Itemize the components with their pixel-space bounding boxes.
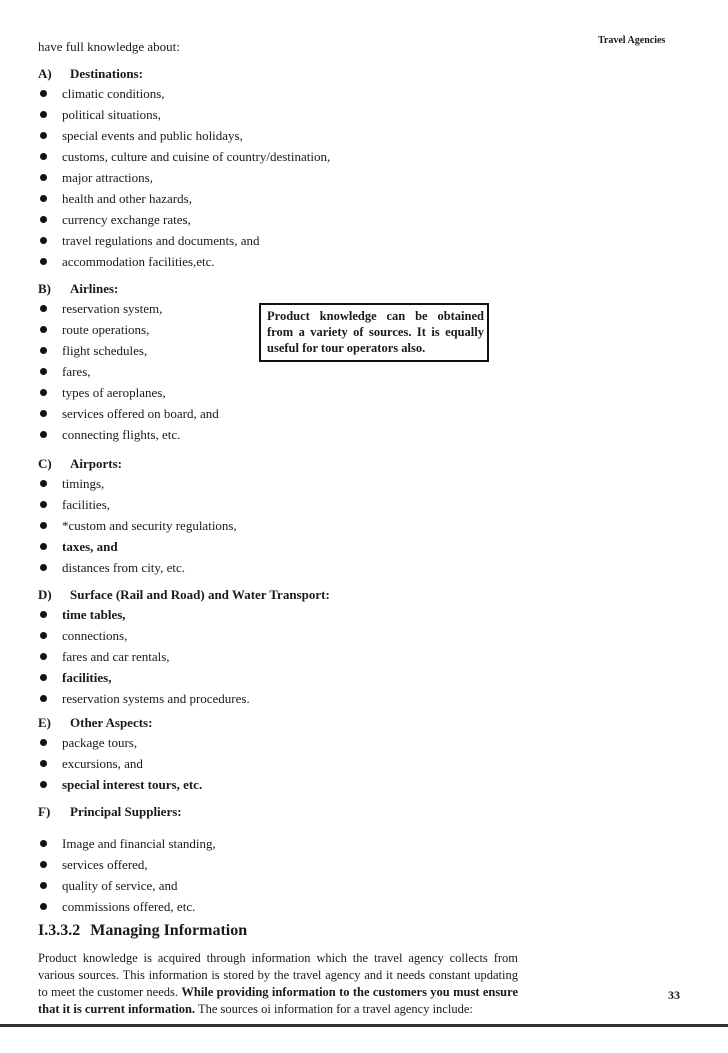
bullet-icon: [40, 410, 47, 417]
list-item: connections,: [38, 625, 330, 646]
list-item: reservation system,: [38, 298, 219, 319]
section-airlines: [38, 280, 219, 445]
list-item: reservation systems and procedures.: [38, 688, 330, 709]
list-item: services offered on board, and: [38, 403, 219, 424]
list-item: major attractions,: [38, 167, 330, 188]
list-item: special events and public holidays,: [38, 125, 330, 146]
body-paragraph: [38, 950, 518, 1018]
bullet-icon: [40, 674, 47, 681]
list-item: facilities,: [38, 667, 330, 688]
list-item: quality of service, and: [38, 875, 216, 896]
section-title: Destinations:: [70, 66, 143, 81]
bullet-icon: [40, 781, 47, 788]
list-item: *custom and security regulations,: [38, 515, 237, 536]
bullet-icon: [40, 174, 47, 181]
bullet-icon: [40, 903, 47, 910]
list-item: special interest tours, etc.: [38, 774, 202, 795]
intro-line: have full knowledge about:: [38, 39, 180, 54]
bullet-icon: [40, 347, 47, 354]
bullet-icon: [40, 431, 47, 438]
subsection-number: I.3.3.2: [38, 922, 81, 939]
section-letter: E): [38, 715, 51, 730]
bullet-icon: [40, 90, 47, 97]
paragraph-tail: The sources oi information for a travel agency include:: [197, 1002, 473, 1016]
bullet-icon: [40, 739, 47, 746]
list-item: facilities,: [38, 494, 237, 515]
bullet-icon: [40, 760, 47, 767]
list-item: commissions offered, etc.: [38, 896, 216, 917]
list-item: excursions, and: [38, 753, 202, 774]
list-item: Image and financial standing,: [38, 833, 216, 854]
bullet-icon: [40, 132, 47, 139]
list-item: travel regulations and documents, and: [38, 230, 330, 251]
bullet-icon: [40, 861, 47, 868]
list-item: accommodation facilities,etc.: [38, 251, 330, 272]
list-item: climatic conditions,: [38, 83, 330, 104]
list-item: time tables,: [38, 604, 330, 625]
section-heading: [38, 714, 202, 732]
list-item: distances from city, etc.: [38, 557, 237, 578]
section-heading: [38, 586, 330, 604]
list-item: health and other hazards,: [38, 188, 330, 209]
section-title: Principal Suppliers:: [70, 804, 182, 819]
section-letter: F): [38, 804, 51, 819]
bullet-icon: [40, 326, 47, 333]
section-heading: [38, 65, 330, 83]
list-item: currency exchange rates,: [38, 209, 330, 230]
bullet-icon: [40, 195, 47, 202]
bullet-icon: [40, 840, 47, 847]
bottom-rule: [0, 1024, 728, 1027]
list-item: fares and car rentals,: [38, 646, 330, 667]
section-title: Other Aspects:: [70, 715, 153, 730]
bullet-icon: [40, 111, 47, 118]
list-item: route operations,: [38, 319, 219, 340]
section-letter: A): [38, 66, 52, 81]
list-item: taxes, and: [38, 536, 237, 557]
section-heading: [38, 280, 219, 298]
section-airports: [38, 455, 237, 578]
list-item: flight schedules,: [38, 340, 219, 361]
bullet-icon: [40, 695, 47, 702]
paragraph-text: Product knowledge is acquired through information which the travel agency collects from various sources. This information is stored by the travel agency and it needs constant updating to meet the customer needs.: [38, 951, 518, 999]
bullet-icon: [40, 564, 47, 571]
section-title: Airlines:: [70, 281, 119, 296]
section-surface-transport: [38, 586, 330, 709]
section-title: Airports:: [70, 456, 122, 471]
bullet-icon: [40, 237, 47, 244]
bullet-icon: [40, 882, 47, 889]
section-heading: [38, 455, 237, 473]
list-item: fares,: [38, 361, 219, 382]
bullet-icon: [40, 653, 47, 660]
section-other-aspects: [38, 714, 202, 795]
bullet-icon: [40, 611, 47, 618]
section-letter: B): [38, 281, 51, 296]
bullet-icon: [40, 632, 47, 639]
section-letter: C): [38, 456, 52, 471]
bullet-icon: [40, 258, 47, 265]
bullet-icon: [40, 543, 47, 550]
list-item: services offered,: [38, 854, 216, 875]
list-item: customs, culture and cuisine of country/destination,: [38, 146, 330, 167]
list-item: connecting flights, etc.: [38, 424, 219, 445]
list-item: timings,: [38, 473, 237, 494]
section-destinations: [38, 65, 330, 272]
page-number: 33: [668, 988, 680, 1002]
section-letter: D): [38, 587, 52, 602]
paragraph-emphasis: While providing information to the customers you must ensure that it is current information.: [38, 985, 518, 1016]
section-title: Surface (Rail and Road) and Water Transport:: [70, 587, 330, 602]
bullet-icon: [40, 389, 47, 396]
subsection-title: Managing Information: [90, 922, 248, 939]
bullet-icon: [40, 522, 47, 529]
running-header: Travel Agencies: [598, 35, 666, 46]
list-item: types of aeroplanes,: [38, 382, 219, 403]
bullet-icon: [40, 153, 47, 160]
bullet-icon: [40, 368, 47, 375]
section-principal-suppliers: [38, 803, 216, 917]
list-item: political situations,: [38, 104, 330, 125]
list-item: package tours,: [38, 732, 202, 753]
bullet-icon: [40, 501, 47, 508]
bullet-icon: [40, 216, 47, 223]
callout-box: Product knowledge can be obtained from a variety of sources. It is equally useful for tour operators also.: [259, 303, 489, 362]
bullet-icon: [40, 305, 47, 312]
section-heading: [38, 803, 216, 821]
subsection-heading: [38, 922, 247, 940]
bullet-icon: [40, 480, 47, 487]
